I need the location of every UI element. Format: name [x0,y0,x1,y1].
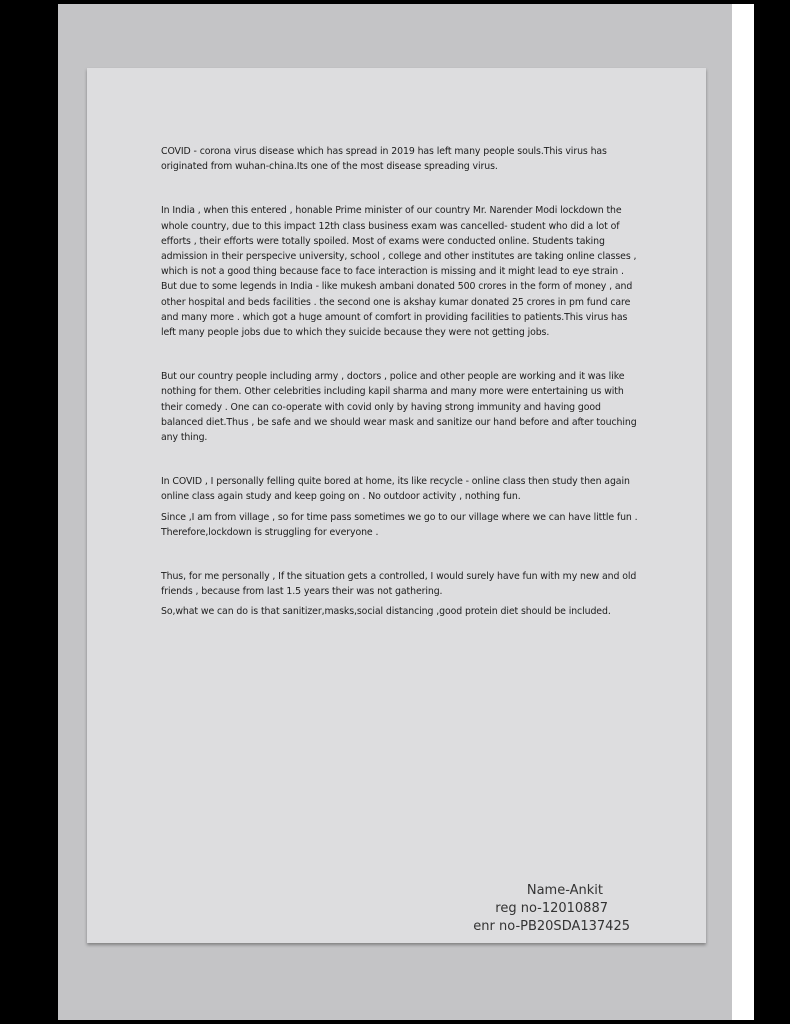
paragraph-india-lockdown: In India , when this entered , honable Prime minister of our country Mr. Narender Modi lockdown the whole country, due to this impact 12th class business exam was cancelled- student who did a lot of efforts , their efforts were totally spoiled. Most of exams were conducted online. Students taking admission in their perspecive university, school , college and other institutes are taking online classes , which is not a good thing because face to face interaction is missing and it might lead to eye strain . But due to some legends in India - like mukesh ambani donated 500 crores in the form of money , and other hospital and beds facilities . the second one is akshay kumar donated 25 crores in pm fund care and many more . which got a huge amount of comfort in providing facilities to patients.This virus has left many people jobs due to which they suicide because they were not getting jobs. [161,205,637,339]
paragraph-spacer [161,340,641,369]
paragraph-intro: COVID - corona virus disease which has spread in 2019 has left many people souls.This virus has originated from wuhan-china.Its one of the most disease spreading virus. [161,146,607,173]
paragraph-spacer [161,540,641,569]
signature-block [473,882,630,936]
paragraph-personal-experience: In COVID , I personally felling quite bored at home, its like recycle - online class then study then again online class again study and keep going on . No outdoor activity , nothing fun. [161,476,630,503]
right-margin-strip [732,4,754,1020]
paragraph-spacer [161,445,641,474]
paragraph-future-plans: Thus, for me personally , If the situation gets a controlled, I would surely have fun with my new and old friends , because from last 1.5 years their was not gathering. [161,571,637,598]
registration-number: reg no-12010887 [495,901,608,916]
enrollment-number: enr no-PB20SDA137425 [473,919,630,934]
document-body [161,144,641,620]
author-name: Name-Ankit [526,883,603,898]
paragraph-frontline-workers: But our country people including army , doctors , police and other people are working and it was like nothing for them. Other celebrities including kapil sharma and many more were entertaining us with their comedy . One can co-operate with covid only by having strong immunity and having good balanced diet.Thus , be safe and we should wear mask and sanitize our hand before and after touching any thing. [161,371,637,444]
paragraph-village: Since ,I am from village , so for time pass sometimes we go to our village where we can have little fun . Therefore,lockdown is struggling for everyone . [161,511,638,538]
paragraph-conclusion: So,what we can do is that sanitizer,masks,social distancing ,good protein diet should be included. [161,606,611,618]
document-page [87,68,706,943]
paragraph-spacer [161,174,641,203]
